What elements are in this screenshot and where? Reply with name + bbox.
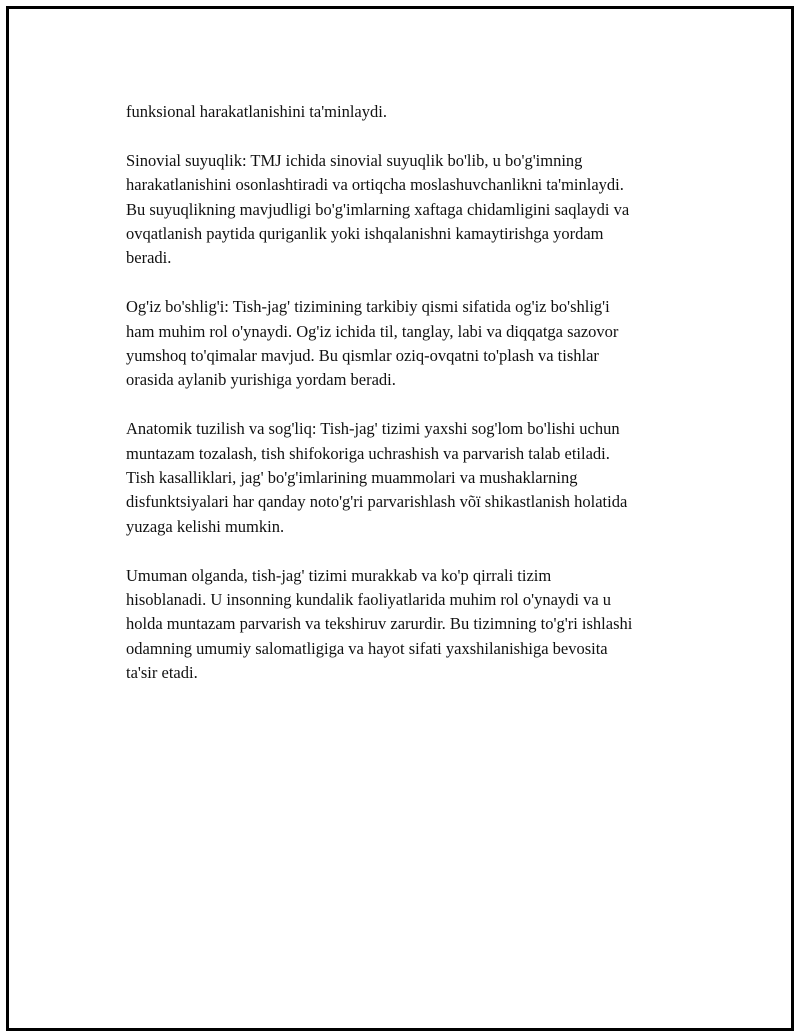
text-line: Sinovial suyuqlik: TMJ ichida sinovial suyuqlik bo'lib, u bo'g'imning (126, 150, 583, 170)
text-line: Umuman olganda, tish-jag' tizimi murakkab va ko'p qirrali tizim (126, 565, 552, 585)
paragraph-continuation (126, 100, 706, 124)
text-line: beradi. (126, 248, 172, 268)
text-line: orasida aylanib yurishiga yordam beradi. (126, 370, 396, 390)
text-line: ta'sir etadi. (126, 663, 198, 683)
paragraph-synovial-fluid (126, 149, 706, 271)
text-line: ham muhim rol o'ynaydi. Og'iz ichida til, tanglay, labi va diqqatga sazovor (126, 321, 619, 341)
text-line: harakatlanishini osonlashtiradi va ortiqcha moslashuvchanlikni ta'minlaydi. (126, 175, 624, 195)
text-line: holda muntazam parvarish va tekshiruv zarurdir. Bu tizimning to'g'ri ishlashi (126, 614, 633, 634)
text-line: Bu suyuqlikning mavjudligi bo'g'imlarning xaftaga chidamligini saqlaydi va (126, 199, 630, 219)
text-line: Tish kasalliklari, jag' bo'g'imlarining muammolari va mushaklarning (126, 468, 578, 488)
text-line: funksional harakatlanishini ta'minlaydi. (126, 102, 387, 121)
paragraph-anatomy-health (126, 417, 706, 539)
page-frame (6, 6, 794, 1031)
paragraph-conclusion (126, 564, 706, 686)
text-line: Anatomik tuzilish va sog'liq: Tish-jag' tizimi yaxshi sog'lom bo'lishi uchun (126, 419, 620, 439)
text-line: odamning umumiy salomatligiga va hayot sifati yaxshilanishiga bevosita (126, 638, 608, 658)
text-line: yuzaga kelishi mumkin. (126, 516, 285, 536)
text-line: ovqatlanish paytida quriganlik yoki ishqalanishni kamaytirishga yordam (126, 224, 604, 244)
text-line: Og'iz bo'shlig'i: Tish-jag' tizimining tarkibiy qismi sifatida og'iz bo'shlig'i (126, 297, 610, 317)
document-body (126, 100, 706, 710)
text-line: muntazam tozalash, tish shifokoriga uchrashish va parvarish talab etiladi. (126, 443, 610, 463)
text-line: hisoblanadi. U insonning kundalik faoliyatlarida muhim rol o'ynaydi va u (126, 590, 612, 610)
paragraph-oral-cavity (126, 295, 706, 393)
text-line: disfunktsiyalari har qanday noto'g'ri parvarishlash võï shikastlanish holatida (126, 492, 628, 512)
text-line: yumshoq to'qimalar mavjud. Bu qismlar oziq-ovqatni to'plash va tishlar (126, 346, 599, 366)
